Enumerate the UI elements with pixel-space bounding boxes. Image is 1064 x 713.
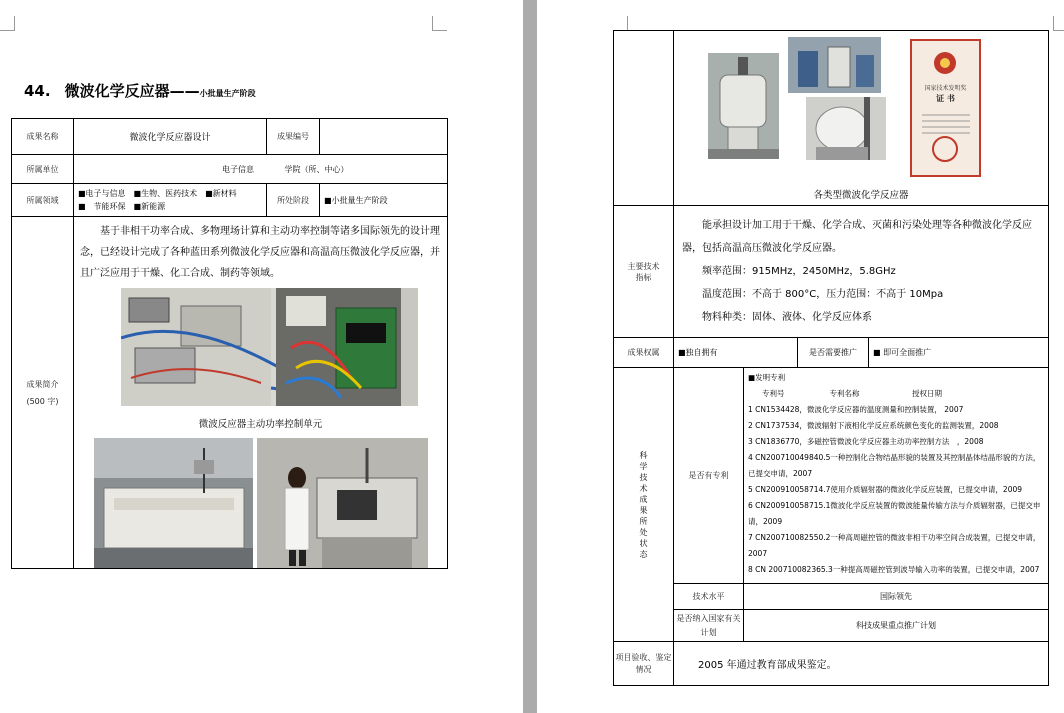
main-indicator-label [614,206,674,338]
status-label-char: 处 [639,527,648,537]
result-table-1 [11,118,448,569]
reactor-image-2 [788,37,881,93]
patents-header: ■发明专利 [748,373,786,382]
patent-item: 4 CN200710049840.5一种控制化合物结晶形貌的装置及其控制晶体结晶形貌的方法，已提交申请，2007 [748,453,1041,478]
stage-label: 所处阶段 [267,184,320,217]
patent-item: 5 CN200910058714.7使用介质辐射器的微波化学反应装置，已提交申请，2009 [748,485,1023,494]
name-value: 微波化学反应器设计 [74,119,267,155]
section-title [24,80,256,101]
title-sub: 小批量生产阶段 [199,89,256,98]
promote-value: ■ 即可全面推广 [869,338,1049,368]
plan-label: 是否纳入国家有关计划 [674,610,744,642]
plan-value: 科技成果重点推广计划 [744,610,1049,642]
national-emblem-icon [912,41,979,175]
crop-mark [1053,16,1064,31]
code-value [320,119,448,155]
main-text: 能承担设计加工用于干燥、化学合成、灭菌和污染处理等各种微波化学反应器，包括高温高压微波化学反应器。 [682,220,1032,254]
status-label-char: 技 [639,472,648,482]
crop-mark [432,16,447,31]
document-page-right [537,0,1064,713]
lab-equipment-image-2 [257,438,428,568]
field-value [74,184,267,217]
unit-suffix: 学院（所、中心） [284,164,349,174]
code-label: 成果编号 [267,119,320,155]
status-label-char: 态 [639,549,648,559]
title-number: 44. [24,82,51,100]
control-unit-image [121,288,418,406]
status-label-char: 状 [639,538,648,548]
result-table-2 [613,30,1049,686]
acceptance-label: 项目验收、鉴定情况 [614,642,674,686]
reactor-photo-1 [708,53,779,159]
material-types: 物料种类：固体、液体、化学反应体系 [702,312,872,323]
patent-label: 是否有专利 [674,368,744,584]
unit-cell [74,155,448,184]
lab-photo-2 [257,438,428,568]
lab-equipment-image-1 [94,438,253,568]
title-main: 微波化学反应器—— [64,82,200,100]
reactor-photo-3 [806,97,886,160]
patent-item: 3 CN1836770，多磁控管微波化学反应器主动功率控制方法 ，2008 [748,437,984,446]
control-unit-caption: 微波反应器主动功率控制单元 [198,419,323,430]
crop-mark [0,16,15,31]
intro-label-line2: (500 字) [26,396,59,406]
patent-item: 2 CN1737534，微波辐射下液相化学反应系统颜色变化的监测装置，2008 [748,421,999,430]
main-label-line2: 指标 [635,272,652,282]
tech-level-label: 技术水平 [674,584,744,610]
field-line-2: ■ 节能环保 ■新能源 [78,202,166,211]
unit-value: 电子信息 [222,164,254,174]
status-label-char: 成 [639,494,648,504]
photos-group [674,31,1048,191]
certificate-word: 证 书 [936,94,955,103]
temperature-range: 温度范围：不高于 800°C，压力范围：不高于 10Mpa [702,289,944,300]
field-label: 所属领域 [12,184,74,217]
patent-item: 7 CN200710082550.2一种高周磁控管的微波非相干功率空间合成装置，已提交申请，2007 [748,533,1041,558]
stage-value: ■小批量生产阶段 [320,184,448,217]
patent-item: 6 CN200910058715.1微波化学反应装置的微波能量传输方法与介质辐射器，已提交申请，2009 [748,501,1041,526]
status-label-char: 学 [639,461,648,471]
frequency-range: 频率范围：915MHz，2450MHz，5.8GHz [702,266,896,277]
ownership-value: ■独自拥有 [674,338,798,368]
photos-cell [674,31,1049,206]
patent-item: 8 CN 200710082365.3一种提高周磁控管到波导输入功率的装置，已提交申请，2007 [748,565,1040,574]
patent-item: 1 CN1534428，微波化学反应器的温度测量和控制装置， 2007 [748,405,964,414]
status-label-char: 术 [639,483,648,493]
lab-photos [74,438,447,568]
status-label-char: 果 [639,505,648,515]
certificate-image [910,39,981,177]
lab-photo-1 [94,438,253,568]
status-label [614,368,674,642]
patent-list [744,368,1049,584]
tech-level-value: 国际领先 [744,584,1049,610]
reactor-photo-2 [788,37,881,93]
crop-mark [613,16,628,31]
control-unit-photo [121,288,418,406]
ownership-label: 成果权属 [614,338,674,368]
main-label-line1: 主要技术 [627,261,660,271]
document-page-left [0,0,523,713]
status-label-char: 所 [639,516,648,526]
reactor-image-3 [806,97,886,160]
certificate-title: 国家技术发明奖 [924,85,967,92]
intro-cell [74,217,448,569]
intro-label-line1: 成果简介 [26,379,59,389]
patents-columns: 专利号 专利名称 授权日期 [762,389,942,398]
promote-label: 是否需要推广 [798,338,869,368]
photos-left-blank [614,31,674,206]
unit-label: 所属单位 [12,155,74,184]
intro-label [12,217,74,569]
name-label: 成果名称 [12,119,74,155]
main-indicator-text [674,206,1049,338]
status-label-char: 科 [639,450,648,460]
intro-text: 基于非相干功率合成、多物理场计算和主动功率控制等诸多国际领先的设计理念，已经设计完成了各种蓝田系列微波化学反应器和高温高压微波化学反应器，并且广泛应用于干燥、化工合成、制药等领域。 [80,226,440,279]
field-line-1: ■电子与信息 ■生物、医药技术 ■新材料 [78,189,237,198]
reactor-image-1 [708,53,779,159]
acceptance-value: 2005 年通过教育部成果鉴定。 [674,642,1049,686]
photos-caption: 各类型微波化学反应器 [813,190,909,201]
